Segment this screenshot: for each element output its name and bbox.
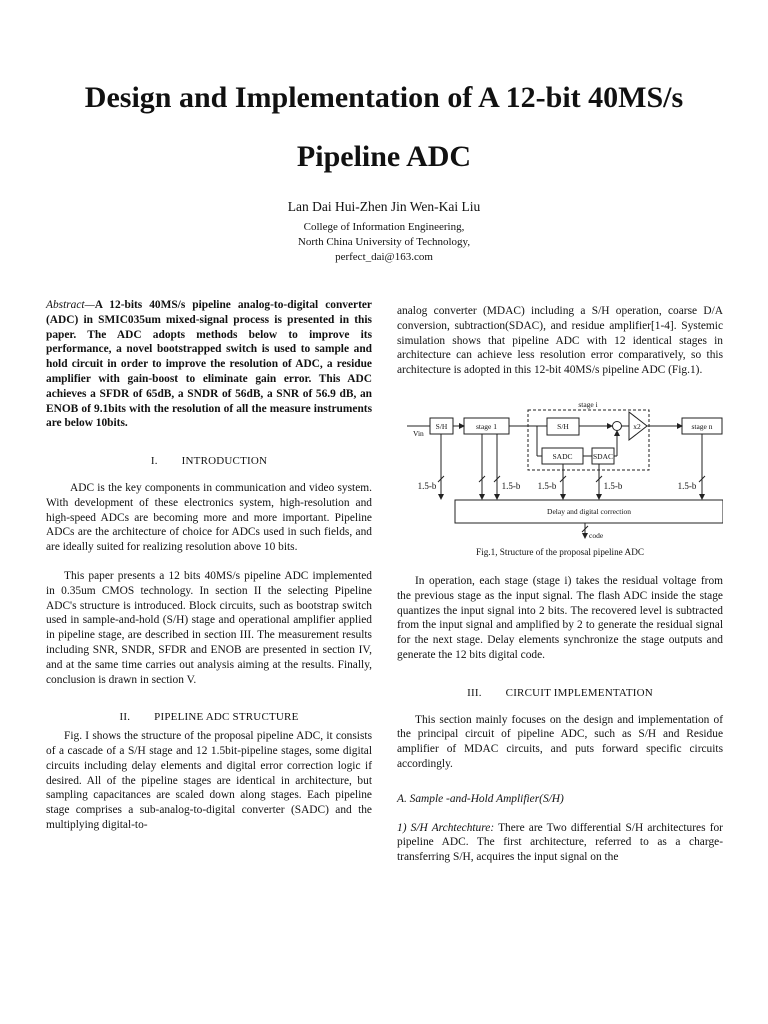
label-vin: Vin [413,429,424,438]
label-bits: 1.5-b [537,481,557,491]
paper-title [40,68,728,186]
right-column-top [397,304,723,378]
label-delay-correction: Delay and digital correction [547,507,631,516]
subsection-heading-a: A. Sample -and-Hold Amplifier(S/H) [397,792,564,805]
title-line-1: Design and Implementation of A 12-bit 40MS/s [84,81,684,114]
abstract-lead: Abstract— [46,299,95,311]
label-bits: 1.5-b [501,481,521,491]
label-code: code [589,531,604,540]
paragraph: analog converter (MDAC) including a S/H operation, coarse D/A conversion, subtraction(SDAC), and residue amplifier[1-4]. Systemic simulation shows that pipeline ADC with 12 identical stages in architecture can achieve less resolution error comparatively, so this architecture is adopted in this 12-bit 40MS/s pipeline ADC (Fig.1). [397,305,723,377]
subsubsection-lead: 1) S/H Archtechture: [397,821,495,834]
email: perfect_dai@163.com [335,251,433,263]
affiliation-line: College of Information Engineering, [303,221,465,233]
label-sadc: SADC [552,452,573,461]
section-heading-2: II. PIPELINE ADC STRUCTURE [119,711,299,724]
right-column-bottom [397,574,723,865]
label-bits: 1.5-b [677,481,697,491]
authors: Lan Dai Hui-Zhen Jin Wen-Kai Liu [287,199,481,214]
abstract-text: A 12-bits 40MS/s pipeline analog-to-digital converter (ADC) in SMIC035um mixed-signal process is presented in this paper. The ADC adopts methods below to improve its performance, a novel bootstrapped switch is used to sample and hold circuit in order to improve the resolution of ADC, a residue amplifier with gain-boost to eliminate gain error. This ADC achieves a SFDR of 65dB, a SNDR of 56dB, a SNR of 56.9 dB, an ENOB of 9.1bits with the resolution of all the measure instruments are below 10bits. [46,299,372,430]
section-heading-1: I. INTRODUCTION [150,455,268,468]
label-stage-i: stage i [578,400,598,409]
affiliation-line: North China University of Technology, [297,236,471,248]
paragraph: This paper presents a 12 bits 40MS/s pipeline ADC implemented in 0.35um CMOS technology. In section II the selecting Pipeline ADC's structure is introduced. Block circuits, such as bootstrap switch used in sample-and-hold (S/H) stage and operational amplifier applied in pipeline stage, are described in section III. The measurement results including SNR, SNDR, SFDR and ENOB are presented in section IV, and at the same time carries out analysis aiming at the results. Finally, conclusion is drawn in section V. [46,569,372,686]
label-stage-1: stage 1 [475,422,498,431]
paragraph: 1) S/H Archtechture: There are Two differential S/H architectures for pipeline ADC. The first architecture, referred to as a charge-transferring S/H, acquires the input signal on the [397,821,723,864]
label-stage-n: stage n [691,422,713,431]
figure-1 [397,398,723,568]
summing-node [613,422,622,431]
stage-i-box [528,410,649,470]
label-sdac: SDAC [592,452,614,461]
paragraph: Fig. I shows the structure of the proposal pipeline ADC, it consists of a cascade of a S/H stage and 12 1.5bit-pipeline stages, some digital circuits including delay elements and digital error correction logic if desired. All of the pipeline stages are identical in architecture, but sampling capacitances are scaled down along stages. Each pipeline stage comprises a sub-analog-to-digital converter (SADC) and the multiplying digital-to- [46,730,372,831]
figure-caption: Fig.1, Structure of the proposal pipeline ADC [476,547,644,557]
paragraph: In operation, each stage (stage i) takes the residual voltage from the previous stage as the input signal. The flash ADC inside the stage quantizes the input signal into 2 bits. The recovered level is subtracted from the input signal and amplified by 2 to generate the residual signal for the next stage. Delay elements synchronize the stage outputs and generate the 12 bits digital code. [397,575,723,661]
title-line-2: Pipeline ADC [296,140,472,173]
label-inner-sh: S/H [557,422,569,431]
paragraph: This section mainly focuses on the design and implementation of the principal circuit of pipeline ADC, such as S/H and Residue amplifier of MDAC circuits, and puts forward specific circuits accordingly. [397,713,723,770]
paragraph: ADC is the key components in communication and video system. With development of these electronics system, high-resolution and high-speed ADCs are becoming more and more important. Pipeline ADCs are the architecture of choice for ADCs used in such fields, and are ideally suited for realizing resolution above 10 bits. [46,481,372,554]
pipeline-block-diagram [397,398,723,548]
affiliation [0,220,768,265]
label-bits: 1.5-b [417,481,437,491]
label-sh: S/H [435,422,448,431]
section-heading-3: III. CIRCUIT IMPLEMENTATION [467,686,653,699]
abstract [46,298,372,431]
left-column [46,298,372,833]
label-bits: 1.5-b [603,481,623,491]
label-x2: x2 [633,422,641,431]
